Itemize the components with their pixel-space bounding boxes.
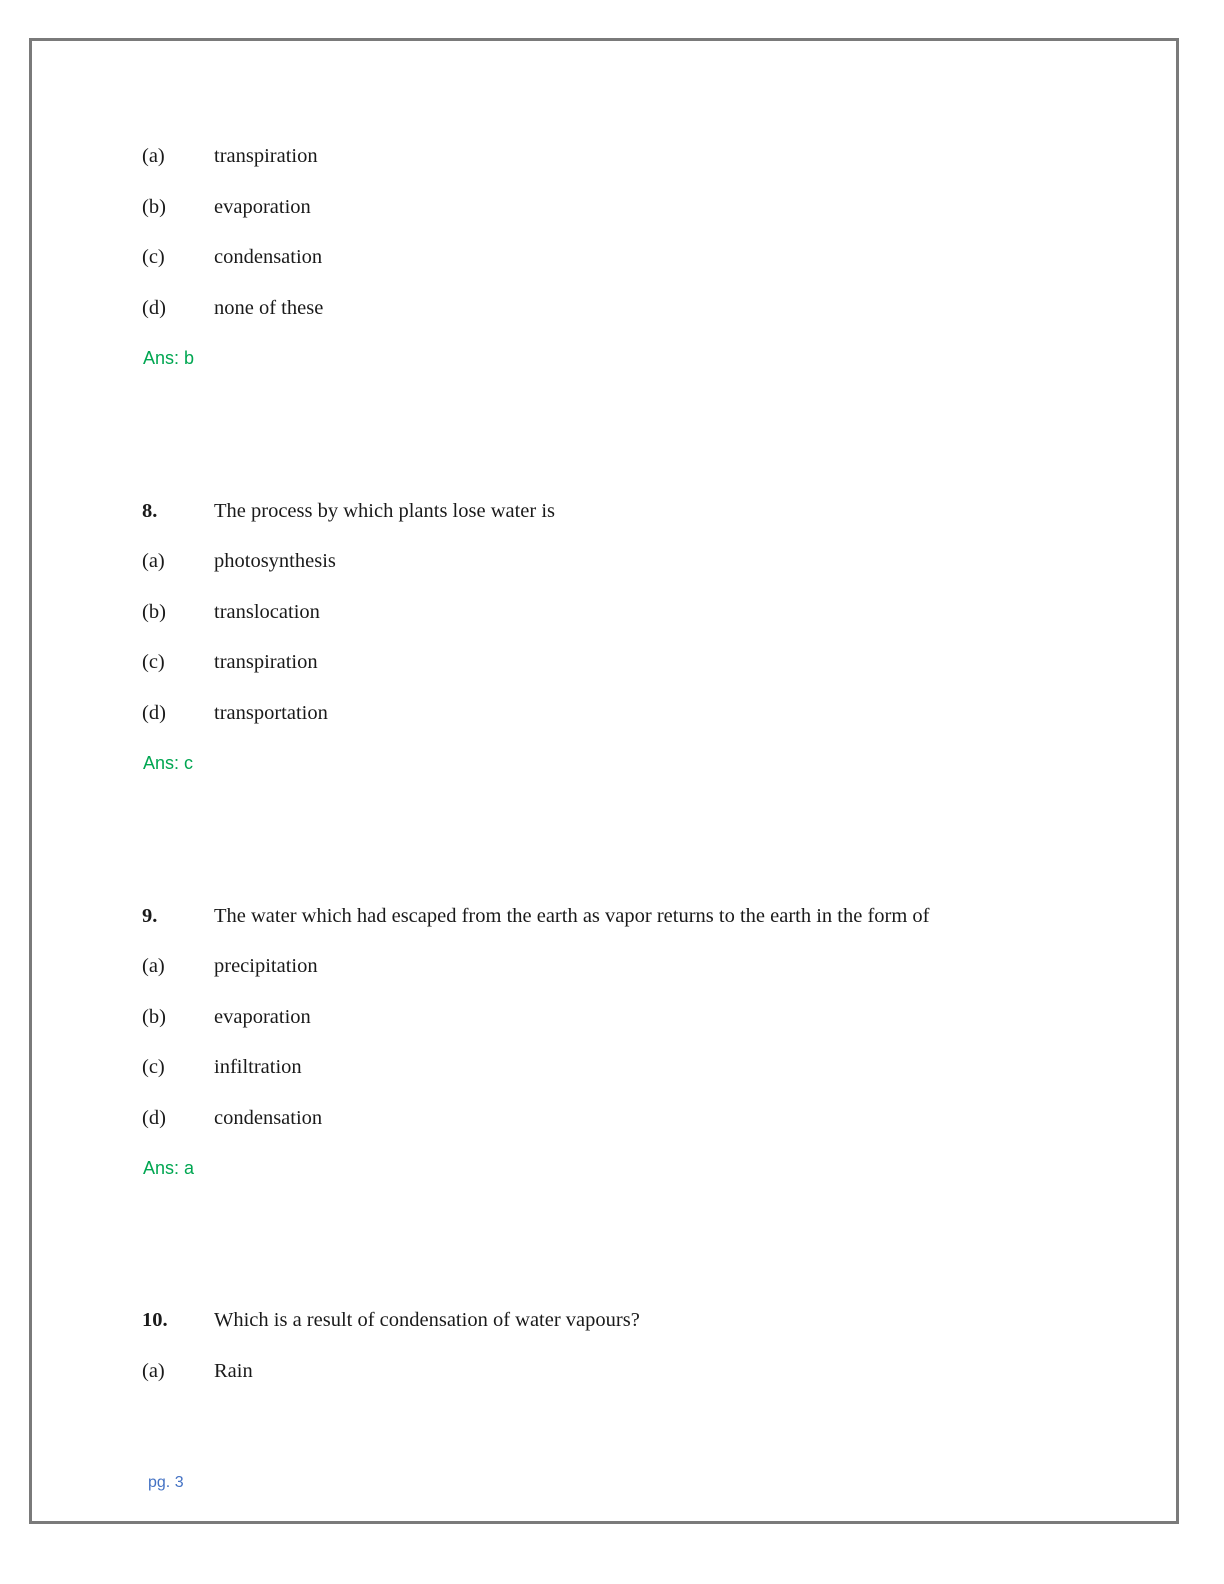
option-label: (c)	[142, 651, 165, 673]
option-text: condensation	[214, 1107, 323, 1129]
option-label: (c)	[142, 1056, 165, 1078]
option-7a	[142, 143, 318, 169]
option-text: none of these	[214, 297, 324, 319]
option-8b	[142, 599, 320, 625]
option-8a	[142, 548, 336, 574]
option-text: transpiration	[214, 651, 318, 673]
option-8c	[142, 649, 318, 675]
question-9	[142, 903, 930, 929]
question-number: 9.	[142, 905, 158, 927]
option-text: photosynthesis	[214, 550, 336, 572]
question-text: The process by which plants lose water is	[214, 500, 556, 522]
option-7b	[142, 194, 311, 220]
option-label: (c)	[142, 246, 165, 268]
option-label: (a)	[142, 145, 165, 167]
answer-7: Ans: b	[143, 348, 195, 368]
option-label: (b)	[142, 1006, 166, 1028]
option-text: precipitation	[214, 955, 318, 977]
option-text: translocation	[214, 601, 320, 623]
option-10a	[142, 1358, 253, 1384]
question-text: Which is a result of condensation of water vapours?	[214, 1309, 640, 1331]
option-9c	[142, 1054, 302, 1080]
option-label: (d)	[142, 702, 166, 724]
option-9b	[142, 1004, 311, 1030]
option-label: (a)	[142, 955, 165, 977]
option-label: (a)	[142, 1360, 165, 1382]
option-text: transportation	[214, 702, 328, 724]
question-8	[142, 498, 555, 524]
option-text: infiltration	[214, 1056, 302, 1078]
option-9d	[142, 1105, 322, 1131]
option-label: (a)	[142, 550, 165, 572]
question-number: 8.	[142, 500, 158, 522]
option-label: (b)	[142, 196, 166, 218]
option-label: (b)	[142, 601, 166, 623]
answer-8: Ans: c	[143, 753, 194, 773]
option-text: evaporation	[214, 1006, 311, 1028]
option-text: evaporation	[214, 196, 311, 218]
option-text: condensation	[214, 246, 323, 268]
option-label: (d)	[142, 297, 166, 319]
question-text: The water which had escaped from the earth as vapor returns to the earth in the form of	[214, 905, 930, 927]
option-7d	[142, 295, 323, 321]
page-number: pg. 3	[148, 1474, 184, 1491]
option-8d	[142, 700, 328, 726]
option-label: (d)	[142, 1107, 166, 1129]
question-number: 10.	[142, 1309, 168, 1331]
option-text: Rain	[214, 1360, 253, 1382]
option-7c	[142, 244, 322, 270]
option-9a	[142, 953, 318, 979]
question-10	[142, 1307, 640, 1333]
option-text: transpiration	[214, 145, 318, 167]
answer-9: Ans: a	[143, 1158, 195, 1178]
